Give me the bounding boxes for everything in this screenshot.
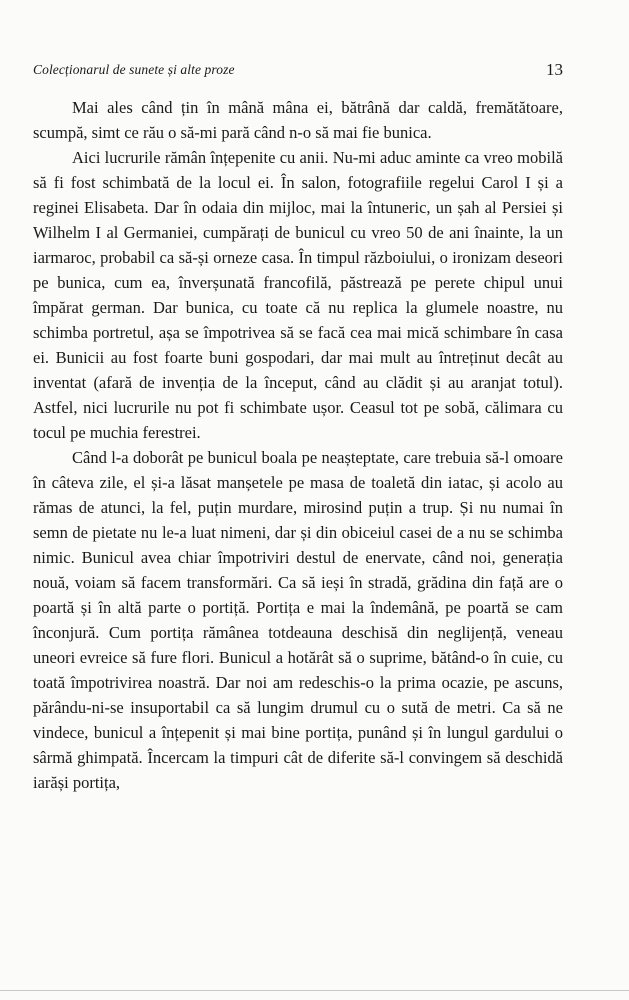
paragraph-3: Când l-a doborât pe bunicul boala pe neașteptate, care trebuia să-l omoare în câteva zile, el și-a lăsat manșetele pe masa de toaletă din iatac, și acolo au rămas de atunci, la fel, puțin murdare, mirosind puțin a trup. Și nu numai în semn de pietate nu le-a luat nimeni, dar și din obiceiul casei de a nu se schimba nimic. Bunicul avea chiar împotriviri destul de enervate, când noi, generația nouă, voiam să facem transformări. Ca să ieși în stradă, grădina din față are o poartă și în altă parte o portiță. Portița e mai la îndemână, pe poartă se cam înconjură. Cum portița rămânea totdeauna deschisă din neglijență, veneau uneori evreice să fure flori. Bunicul a hotărât să o suprime, bătând-o în cuie, cu toată împotrivirea noastră. Dar noi am redeschis-o la prima ocazie, pe ascuns, părându-ni-se insuportabil ca să lungim drumul cu o sută de metri. Ca să ne vindece, bunicul a înțepenit și mai bine portița, punând și în lungul gardului o sârmă ghimpată. Încercam la timpuri cât de diferite să-l convingem să deschidă iarăși portița,: [33, 448, 563, 792]
page-number: 13: [546, 60, 563, 79]
running-title: Colecționarul de sunete și alte proze: [33, 62, 235, 77]
paragraph-2: Aici lucrurile rămân înțepenite cu anii. Nu-mi aduc aminte ca vreo mobilă să fi fost schimbată de la locul ei. În salon, fotografiile regelui Carol I și a reginei Elisabeta. Dar în odaia din mijloc, mai la întuneric, un șah al Persiei și Wilhelm I al Germaniei, cumpărați de bunicul cu vreo 50 de ani înainte, la un iarmaroc, probabil ca să-și orneze casa. În timpul războiului, o ironizam deseori pe bunica, cum ea, înverșunată francofilă, păstrează pe perete chipul unui împărat german. Dar bunica, cu toate că nu replica la glumele noastre, nu schimba portretul, așa se împotrivea să se facă cea mai mică schimbare în casa ei. Bunicii au fost foarte buni gospodari, dar mai mult au întreținut decât au inventat (afară de invenția de la început, când au clădit și au aranjat totul). Astfel, nici lucrurile nu pot fi schimbate ușor. Ceasul tot pe sobă, călimara cu tocul pe muchia ferestrei.: [33, 148, 563, 442]
page-header: [33, 62, 563, 84]
page-bottom-edge: [0, 990, 629, 991]
body-text: [33, 95, 563, 795]
paragraph-1: Mai ales când țin în mână mâna ei, bătrână dar caldă, fremătătoare, scumpă, simt ce rău o să-mi pară când n-o să mai fie bunica.: [33, 98, 563, 142]
